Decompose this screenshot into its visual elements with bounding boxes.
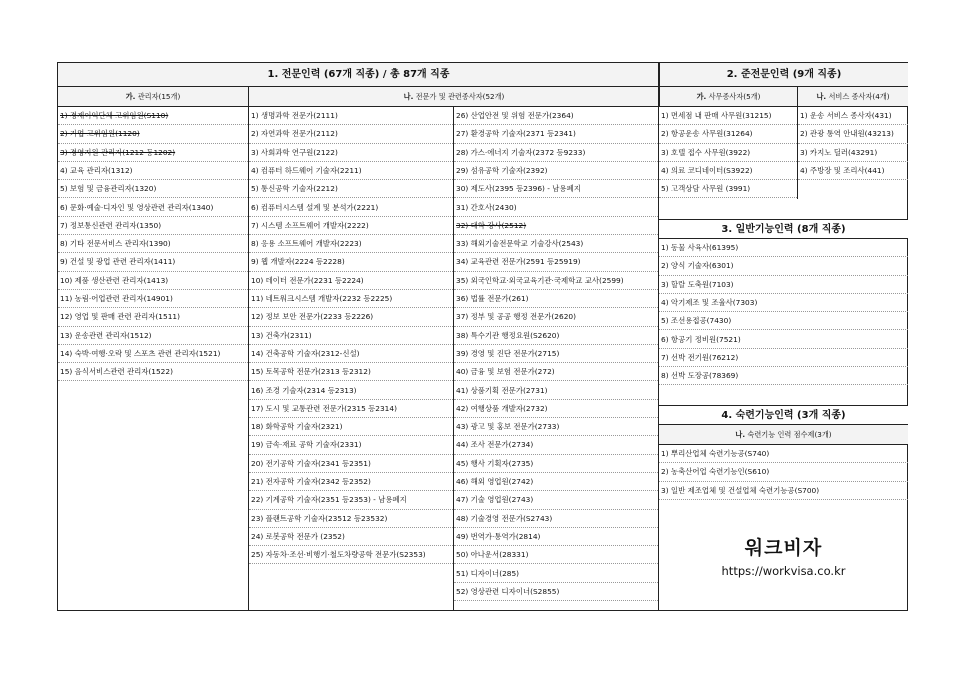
- service-header-label: 서비스 종사자(4개): [828, 92, 890, 101]
- manager-occupation-item: 5) 보험 및 금융관리자(1320): [58, 180, 248, 198]
- expert-occupation-item: 14) 건축공학 기술자(2312-신설): [249, 345, 453, 363]
- general-skill-occupation-item: 4) 악기제조 및 조율사(7303): [659, 294, 908, 312]
- expert-occupation-item: 8) 응용 소프트웨어 개발자(2223): [249, 235, 453, 253]
- expert-occupation-item: 31) 간호사(2430): [454, 199, 658, 217]
- expert-occupation-item: 28) 가스·에너지 기술자(2372 등9233): [454, 144, 658, 162]
- service-list: [798, 107, 908, 199]
- clerical-occupation-item: 1) 면세점 내 판매 사무원(31215): [659, 107, 797, 125]
- brand-name: 워크비자: [744, 537, 823, 559]
- manager-occupation-item: 10) 제품 생산관련 관리자(1413): [58, 272, 248, 290]
- expert-occupation-item: 20) 전기공학 기술자(2341 등2351): [249, 455, 453, 473]
- experts-header: [248, 87, 659, 107]
- experts-header-label: 전문가 및 관련종사자(52개): [415, 92, 505, 101]
- general-skill-occupation-item: 8) 선박 도장공(78369): [659, 367, 908, 385]
- manager-occupation-item: 13) 운송관련 관리자(1512): [58, 327, 248, 345]
- expert-occupation-item: 37) 정부 및 공공 행정 전문가(2620): [454, 308, 658, 326]
- expert-occupation-item: 34) 교육관련 전문가(2591 등25919): [454, 253, 658, 271]
- skilled-header-prefix: 나.: [735, 430, 746, 439]
- expert-occupation-item: 18) 화학공학 기술자(2321): [249, 418, 453, 436]
- visa-occupation-table: [57, 62, 908, 611]
- section4-title: 4. 숙련기능인력 (3개 직종): [659, 405, 908, 425]
- manager-occupation-item: 15) 음식서비스관련 관리자(1522): [58, 363, 248, 381]
- manager-occupation-item: 2) 기업 고위임원(1120): [58, 125, 248, 143]
- expert-occupation-item: 13) 건축가(2311): [249, 327, 453, 345]
- skilled-occupation-item: 1) 뿌리산업체 숙련기능공(S740): [659, 445, 908, 463]
- expert-occupation-item: 1) 생명과학 전문가(2111): [249, 107, 453, 125]
- expert-occupation-item: 30) 제도사(2395 등2396) - 남용폐지: [454, 180, 658, 198]
- expert-occupation-item: 16) 조경 기술자(2314 등2313): [249, 382, 453, 400]
- expert-occupation-item: 24) 로봇공학 전문가 (2352): [249, 528, 453, 546]
- experts-list-a: [249, 107, 453, 610]
- general-skill-occupation-item: 7) 선박 전기원(76212): [659, 349, 908, 367]
- expert-occupation-item: 4) 컴퓨터 하드웨어 기술자(2211): [249, 162, 453, 180]
- expert-occupation-item: 49) 번역가·통역가(2814): [454, 528, 658, 546]
- experts-list-b: [454, 107, 658, 610]
- section2-title: 2. 준전문인력 (9개 직종): [659, 63, 908, 87]
- expert-occupation-item: 35) 외국인학교·외국교육기관·국제학교 교사(2599): [454, 272, 658, 290]
- managers-header-label: 관리자(15개): [137, 92, 181, 101]
- expert-occupation-item: 41) 상품기획 전문가(2731): [454, 382, 658, 400]
- service-occupation-item: 2) 관광 통역 안내원(43213): [798, 125, 908, 143]
- manager-occupation-item: 6) 문화·예술·디자인 및 영상관련 관리자(1340): [58, 199, 248, 217]
- expert-occupation-item: 21) 전자공학 기술자(2342 등2352): [249, 473, 453, 491]
- clerical-occupation-item: 4) 의료 코디네이터(S3922): [659, 162, 797, 180]
- expert-occupation-item: 12) 정보 보안 전문가(2233 등2226): [249, 308, 453, 326]
- clerical-list: [659, 107, 797, 199]
- expert-occupation-item: 45) 행사 기획자(2735): [454, 455, 658, 473]
- expert-occupation-item: 15) 토목공학 전문가(2313 등2312): [249, 363, 453, 381]
- clerical-header-label: 사무종사자(5개): [708, 92, 761, 101]
- manager-occupation-item: 12) 영업 및 판매 관련 관리자(1511): [58, 308, 248, 326]
- manager-occupation-item: 1) 경제이익단체 고위임원(S110): [58, 107, 248, 125]
- expert-occupation-item: 27) 환경공학 기술자(2371 등2341): [454, 125, 658, 143]
- expert-occupation-item: 11) 네트워크시스템 개발자(2232 등2225): [249, 290, 453, 308]
- general-list: [659, 239, 908, 401]
- brand-block: [659, 533, 908, 578]
- expert-occupation-item: 42) 여행상품 개발자(2732): [454, 400, 658, 418]
- service-header-prefix: 나.: [816, 92, 827, 101]
- expert-occupation-item: 7) 시스템 소프트웨어 개발자(2222): [249, 217, 453, 235]
- general-skill-occupation-item: 3) 할랄 도축원(7103): [659, 276, 908, 294]
- section1-title: 1. 전문인력 (67개 직종) / 총 87개 직종: [58, 63, 659, 87]
- expert-occupation-item: 5) 통신공학 기술자(2212): [249, 180, 453, 198]
- manager-occupation-item: 11) 농림·어업관련 관리자(14901): [58, 290, 248, 308]
- expert-occupation-item: 17) 도시 및 교통관련 전문가(2315 등2314): [249, 400, 453, 418]
- expert-occupation-item: 32) 대학 강사(2512): [454, 217, 658, 235]
- brand-url[interactable]: https://workvisa.co.kr: [721, 564, 846, 578]
- general-skill-occupation-item: 2) 양식 기술자(6301): [659, 257, 908, 275]
- skilled-header: [659, 425, 908, 445]
- expert-occupation-item: 40) 금융 및 보험 전문가(272): [454, 363, 658, 381]
- clerical-header: [659, 87, 797, 107]
- clerical-occupation-item: 3) 호텔 접수 사무원(3922): [659, 144, 797, 162]
- manager-occupation-item: 8) 기타 전문서비스 관리자(1390): [58, 235, 248, 253]
- expert-occupation-item: 36) 법률 전문가(261): [454, 290, 658, 308]
- clerical-occupation-item: 5) 고객상담 사무원 (3991): [659, 180, 797, 198]
- expert-occupation-item: 29) 섬유공학 기술자(2392): [454, 162, 658, 180]
- clerical-occupation-item: 2) 항공운송 사무원(31264): [659, 125, 797, 143]
- manager-occupation-item: 9) 건설 및 광업 관련 관리자(1411): [58, 253, 248, 271]
- clerical-header-prefix: 가.: [696, 92, 707, 101]
- skilled-occupation-item: 3) 일반 제조업체 및 건설업체 숙련기능공(S700): [659, 482, 908, 500]
- general-skill-occupation-item: 1) 동물 사육사(61395): [659, 239, 908, 257]
- expert-occupation-item: 23) 플랜트공학 기술자(23512 등23532): [249, 510, 453, 528]
- expert-occupation-item: 3) 사회과학 연구원(2122): [249, 144, 453, 162]
- manager-occupation-item: 4) 교육 관리자(1312): [58, 162, 248, 180]
- service-header: [797, 87, 908, 107]
- service-occupation-item: 3) 카지노 딜러(43291): [798, 144, 908, 162]
- experts-header-prefix: 나.: [403, 92, 414, 101]
- expert-occupation-item: 48) 기술경영 전문가(S2743): [454, 510, 658, 528]
- expert-occupation-item: 47) 기술 영업원(2743): [454, 491, 658, 509]
- expert-occupation-item: 26) 산업안전 및 위험 전문가(2364): [454, 107, 658, 125]
- service-occupation-item: 4) 주방장 및 조리사(441): [798, 162, 908, 180]
- expert-occupation-item: 10) 데이터 전문가(2231 등2224): [249, 272, 453, 290]
- skilled-occupation-item: 2) 농축산어업 숙련기능인(S610): [659, 463, 908, 481]
- expert-occupation-item: 39) 경영 및 진단 전문가(2715): [454, 345, 658, 363]
- expert-occupation-item: 6) 컴퓨터시스템 설계 및 분석가(2221): [249, 199, 453, 217]
- skilled-header-label: 숙련기능 인력 점수제(3개): [747, 430, 832, 439]
- manager-occupation-item: 3) 경영지원 관리자(1212 등1202): [58, 144, 248, 162]
- expert-occupation-item: 19) 금속·재료 공학 기술자(2331): [249, 436, 453, 454]
- expert-occupation-item: 9) 웹 개발자(2224 등2228): [249, 253, 453, 271]
- manager-occupation-item: 14) 숙박·여행·오락 및 스포츠 관련 관리자(1521): [58, 345, 248, 363]
- expert-occupation-item: 52) 영상관련 디자이너(S2855): [454, 583, 658, 601]
- expert-occupation-item: 44) 조사 전문가(2734): [454, 436, 658, 454]
- expert-occupation-item: 38) 특수기관 행정요원(S2620): [454, 327, 658, 345]
- service-occupation-item: 1) 운송 서비스 종사자(431): [798, 107, 908, 125]
- managers-header-prefix: 가.: [125, 92, 136, 101]
- managers-list: [58, 107, 248, 610]
- skilled-list: [659, 445, 908, 501]
- section3-title: 3. 일반기능인력 (8개 직종): [659, 219, 908, 239]
- expert-occupation-item: 33) 해외기술전문학교 기술강사(2543): [454, 235, 658, 253]
- expert-occupation-item: 50) 아나운서(28331): [454, 546, 658, 564]
- expert-occupation-item: 43) 광고 및 홍보 전문가(2733): [454, 418, 658, 436]
- expert-occupation-item: 22) 기계공학 기술자(2351 등2353) - 남용폐지: [249, 491, 453, 509]
- general-skill-occupation-item: 5) 조선용접공(7430): [659, 312, 908, 330]
- expert-occupation-item: 51) 디자이너(285): [454, 565, 658, 583]
- managers-header: [58, 87, 248, 107]
- expert-occupation-item: 2) 자연과학 전문가(2112): [249, 125, 453, 143]
- general-skill-occupation-item: 6) 항공기 정비원(7521): [659, 331, 908, 349]
- expert-occupation-item: 46) 해외 영업원(2742): [454, 473, 658, 491]
- manager-occupation-item: 7) 정보통신관련 관리자(1350): [58, 217, 248, 235]
- expert-occupation-item: 25) 자동차·조선·비행기·철도차량공학 전문가(S2353): [249, 546, 453, 564]
